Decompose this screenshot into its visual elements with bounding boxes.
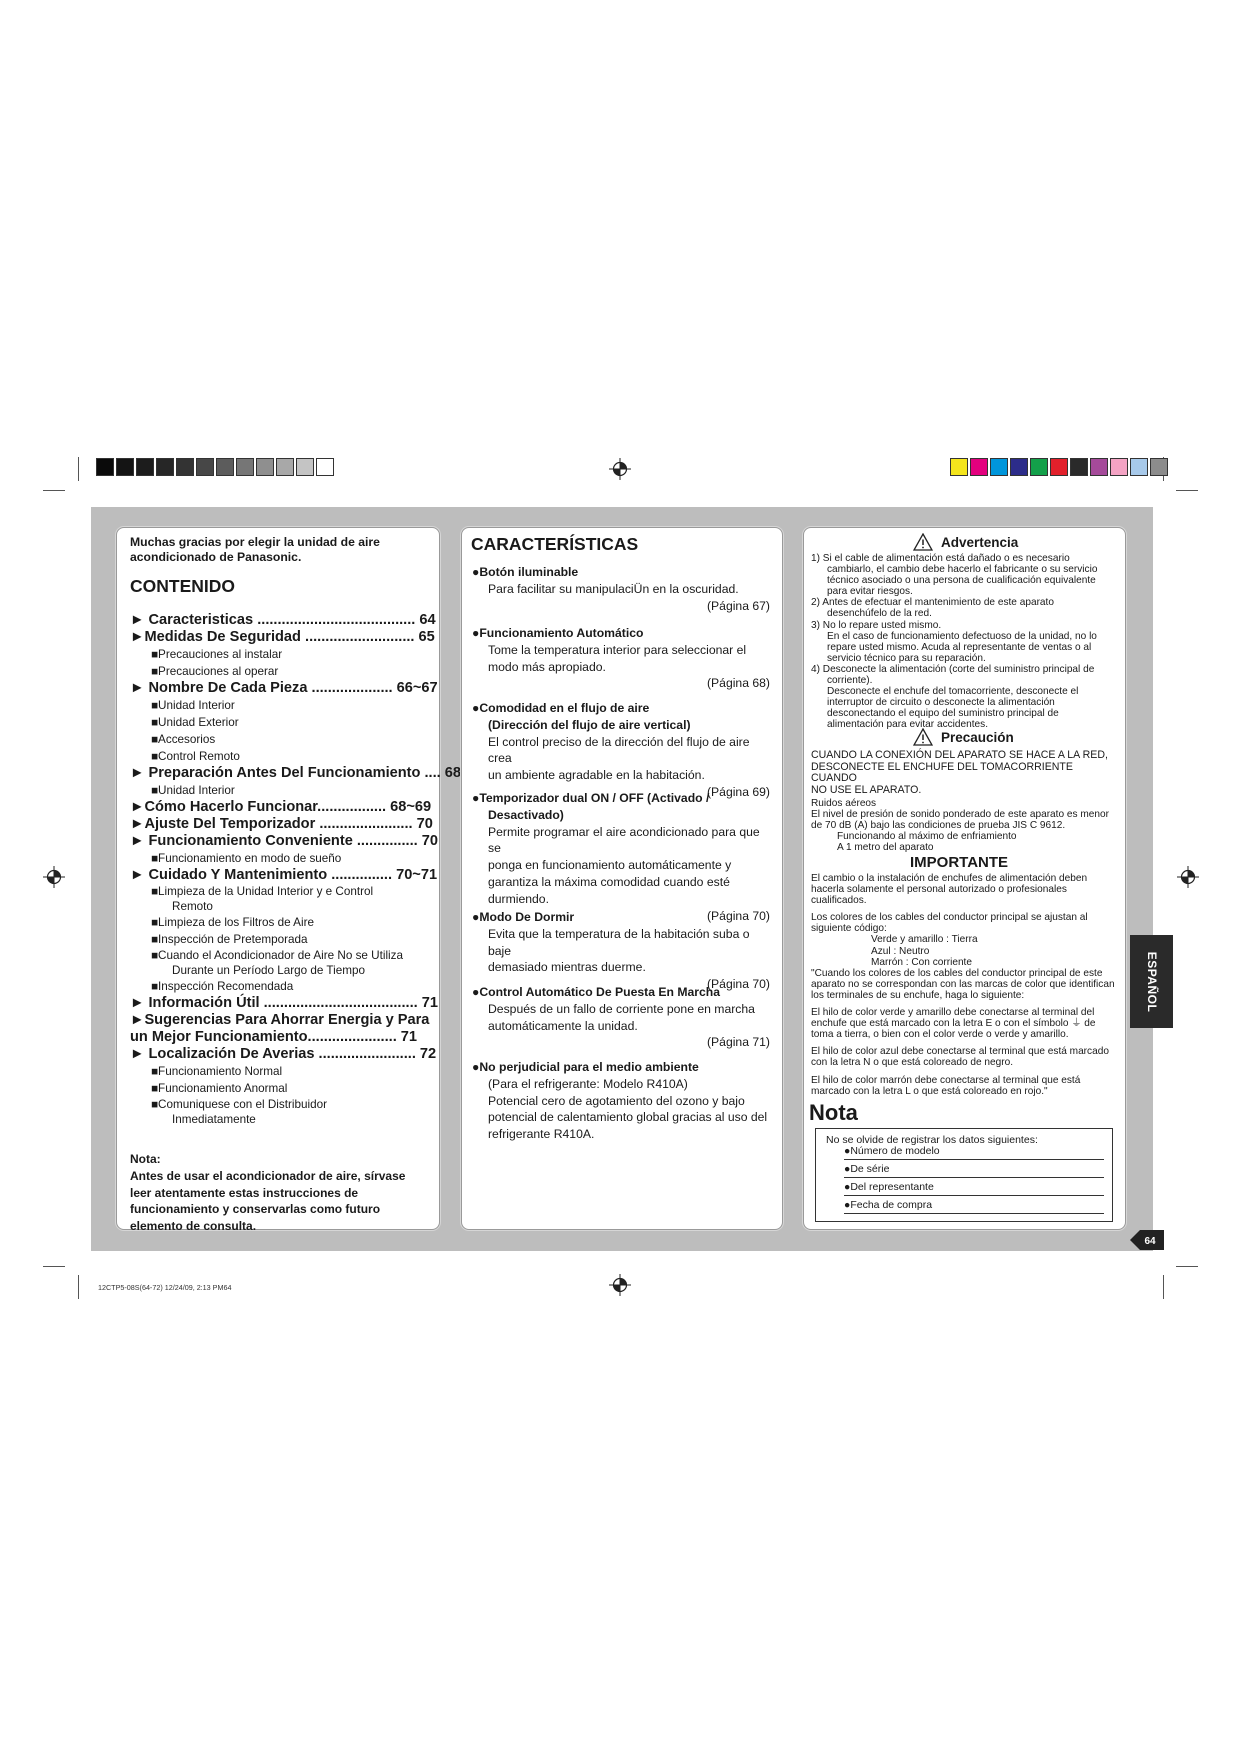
nota-intro: No se olvide de registrar los datos siguientes:: [826, 1134, 1038, 1146]
warning-line: cambiarlo, el cambio debe hacerlo el fabricante o su servicio: [827, 564, 1098, 576]
important-line: enchufe que está marcado con la letra E o con el símbolo ⏚ de: [811, 1018, 1096, 1030]
feature-description: Tome la temperatura interior para seleccionar el: [488, 642, 747, 657]
process-swatch: [1070, 458, 1088, 476]
important-line: "Cuando los colores de los cables del conductor principal de este: [811, 967, 1103, 979]
feature-item: [472, 1059, 772, 1143]
language-tab-label: ESPAÑOL: [1144, 951, 1159, 1012]
nota-title: Nota: [809, 1100, 858, 1125]
toc-subentry: ■Control Remoto: [151, 750, 240, 763]
grayscale-swatch: [216, 458, 234, 476]
page-number: 64: [1144, 1236, 1156, 1247]
registration-mark-top: [609, 458, 631, 480]
toc-entry: ► Cuidado Y Mantenimiento ............... 70~71: [130, 867, 438, 883]
important-line: los terminales de su enchufe, haga lo siguiente:: [811, 989, 1025, 1001]
important-line: Verde y amarillo : Tierra: [871, 934, 978, 946]
warning-line: 2) Antes de efectuar el mantenimiento de este aparato: [811, 597, 1054, 609]
warning-line: alimentación para evitar accidentes.: [827, 719, 989, 731]
features-panel: [461, 527, 783, 1230]
grayscale-swatch: [296, 458, 314, 476]
toc-subentry: ■Precauciones al instalar: [151, 648, 283, 661]
noise-line: Ruidos aéreos: [811, 798, 877, 809]
feature-description: durmiendo.: [488, 891, 549, 906]
feature-heading: ●Funcionamiento Automático: [472, 626, 644, 640]
warning-line: interruptor de circuito o desconecte la alimentación: [827, 697, 1055, 709]
toc-entry: ►Sugerencias Para Ahorrar Energia y Para: [130, 1012, 430, 1028]
warning-line: repare usted mismo. Acuda al representante de ventas o al: [827, 641, 1092, 653]
noise-line: El nivel de presión de sonido ponderado de este aparato es menor: [811, 809, 1109, 821]
caution-triangle-icon: [913, 728, 933, 746]
nota-line-date: ●Fecha de compra: [844, 1199, 1104, 1214]
contents-panel: [116, 527, 461, 1234]
important-line: El hilo de color verde y amarillo debe conectarse al terminal del: [811, 1007, 1095, 1019]
important-line: Azul : Neutro: [871, 945, 930, 957]
process-color-bar: [950, 458, 1170, 476]
toc-entry: ►Medidas De Seguridad ........................... 65: [130, 629, 435, 645]
toc-entry: un Mejor Funcionamiento...................... 71: [130, 1029, 418, 1045]
warning-line: 3) No lo repare usted mismo.: [811, 619, 942, 631]
note-text: Antes de usar el acondicionador de aire, sírvase leer atentamente estas instrucciones de funcionamiento y conservarlas como futuro elemento de consulta.: [130, 1168, 406, 1234]
print-footer: 12CTP5-08S(64-72) 12/24/09, 2:13 PM64: [98, 1283, 232, 1292]
feature-page-ref: (Página 71): [706, 1035, 770, 1050]
warning-line: técnico asociado o una persona de cualificación equivalente: [827, 575, 1096, 587]
toc-subentry: ■Accesorios: [151, 733, 216, 746]
nota-line-serial: ●De série: [844, 1163, 1104, 1178]
process-swatch: [990, 458, 1008, 476]
toc-subentry: Inmediatamente: [172, 1113, 256, 1126]
process-swatch: [1050, 458, 1068, 476]
registration-mark-right: [1177, 866, 1199, 888]
process-swatch: [1150, 458, 1168, 476]
grayscale-swatch: [156, 458, 174, 476]
feature-description: ponga en funcionamiento automáticamente y: [488, 858, 732, 873]
contents-title: CONTENIDO: [130, 576, 235, 596]
registration-mark-bottom: [609, 1274, 631, 1296]
warning-line: Desconecte el enchufe del tomacorriente, desconecte el: [827, 686, 1079, 698]
toc-subentry: ■Cuando el Acondicionador de Aire No se Utiliza: [151, 949, 403, 962]
feature-description: El control preciso de la dirección del flujo de aire crea: [488, 734, 750, 766]
feature-heading: ●Control Automático De Puesta En Marcha: [472, 985, 720, 999]
process-swatch: [1130, 458, 1148, 476]
feature-subheading: Desactivado): [488, 807, 564, 822]
intro-text: Muchas gracias por elegir la unidad de aire acondicionado de Panasonic.: [130, 535, 380, 564]
feature-description: demasiado mientras duerme.: [488, 960, 646, 975]
noise-line: A 1 metro del aparato: [837, 842, 934, 854]
process-swatch: [1030, 458, 1048, 476]
important-line: Marrón : Con corriente: [871, 956, 972, 968]
grayscale-swatch: [176, 458, 194, 476]
feature-page-ref: (Página 68): [706, 676, 770, 691]
warning-line: 4) Desconecte la alimentación (corte del suministro principal de: [811, 663, 1095, 675]
feature-heading: ●Modo De Dormir: [472, 910, 575, 924]
feature-subheading: (Dirección del flujo de aire vertical): [488, 717, 691, 732]
toc-subentry: ■Comuniquese con el Distribuidor: [151, 1098, 327, 1111]
feature-description: refrigerante R410A.: [488, 1127, 595, 1142]
warning-line: En el caso de funcionamiento defectuoso de la unidad, no lo: [827, 630, 1097, 642]
features-title: CARACTERÍSTICAS: [471, 534, 639, 554]
toc-subentry: Durante un Período Largo de Tiempo: [172, 964, 365, 977]
important-line: El cambio o la instalación de enchufes de alimentación deben: [811, 873, 1088, 884]
toc-entry: ► Información Útil ...................................... 71: [130, 995, 438, 1011]
toc-subentry: ■Funcionamiento en modo de sueño: [151, 852, 342, 865]
feature-description: Potencial cero de agotamiento del ozono y bajo: [488, 1093, 745, 1108]
toc-entry: ► Localización De Averias ........................ 72: [130, 1046, 437, 1062]
warning-line: 1) Si el cable de alimentación está dañado o es necesario: [811, 553, 1070, 564]
important-title: IMPORTANTE: [910, 854, 1009, 871]
noise-line: Funcionando al máximo de enfriamiento: [837, 831, 1017, 843]
caution-title: Precaución: [941, 729, 1014, 745]
warning-line: servicio técnico para su reparación.: [827, 652, 986, 664]
feature-item: [472, 625, 772, 692]
toc-subentry: Remoto: [172, 900, 213, 913]
feature-description: Permite programar el aire acondicionado para que se: [488, 824, 760, 856]
noise-text: [811, 798, 1117, 853]
toc-subentry: ■Inspección de Pretemporada: [151, 933, 308, 946]
grayscale-swatch: [276, 458, 294, 476]
warning-line: desenchúfelo de la red.: [827, 608, 932, 620]
process-swatch: [970, 458, 988, 476]
feature-heading: ●Comodidad en el flujo de aire: [472, 701, 650, 715]
toc-entry: ► Caracteristicas ....................................... 64: [130, 612, 436, 628]
feature-description: Después de un fallo de corriente pone en marcha: [488, 1001, 755, 1016]
warning-triangle-icon: [913, 533, 933, 551]
process-swatch: [1010, 458, 1028, 476]
table-of-contents: [130, 612, 461, 1127]
feature-page-ref: (Página 69): [706, 784, 770, 799]
toc-subentry: ■Unidad Interior: [151, 784, 235, 797]
toc-subentry: ■Inspección Recomendada: [151, 980, 294, 993]
warning-heading: [913, 533, 1018, 551]
important-line: Los colores de los cables del conductor principal se ajustan al: [811, 912, 1088, 924]
important-line: El hilo de color azul debe conectarse al terminal que está marcado: [811, 1046, 1109, 1058]
warning-text: [811, 553, 1117, 731]
important-line: con la letra N o que está coloreado de negro.: [811, 1057, 1014, 1069]
page-number-badge: [1130, 1230, 1164, 1250]
feature-page-ref: (Página 70): [706, 977, 770, 992]
feature-heading: ●No perjudicial para el medio ambiente: [472, 1060, 699, 1074]
toc-subentry: ■Unidad Exterior: [151, 716, 239, 729]
warning-line: para evitar riesgos.: [827, 586, 913, 598]
grayscale-swatch: [196, 458, 214, 476]
feature-description: potencial de calentamiento global gracias al uso del: [488, 1110, 768, 1125]
grayscale-swatch: [256, 458, 274, 476]
feature-description: Evita que la temperatura de la habitación suba o baje: [488, 926, 750, 958]
caution-line: CUANDO LA CONEXIÓN DEL APARATO SE HACE A LA RED,: [811, 749, 1108, 761]
important-line: toma a tierra, o bien con el color verde o verde y amarillo.: [811, 1029, 1069, 1041]
feature-description: un ambiente agradable en la habitación.: [488, 768, 705, 783]
toc-entry: ► Nombre De Cada Pieza .................... 66~67: [130, 680, 438, 696]
caution-line: DESCONECTE EL ENCHUFE DEL TOMACORRIENTE CUANDO: [811, 760, 1073, 784]
process-swatch: [950, 458, 968, 476]
toc-entry: ► Funcionamiento Conveniente ............... 70: [130, 833, 438, 849]
warning-title: Advertencia: [941, 534, 1019, 550]
warning-line: desconectando el equipo del suministro principal de: [827, 708, 1059, 720]
feature-item: [472, 564, 772, 614]
important-text: [811, 873, 1117, 1097]
feature-description: (Para el refrigerante: Modelo R410A): [488, 1076, 688, 1091]
nota-line-dealer: ●Del representante: [844, 1181, 1104, 1196]
grayscale-color-bar: [96, 458, 336, 476]
feature-item: [472, 984, 772, 1051]
caution-line: NO USE EL APARATO.: [811, 783, 922, 796]
important-line: El hilo de color marrón debe conectarse al terminal que está: [811, 1074, 1081, 1086]
registration-mark-left: [43, 866, 65, 888]
toc-subentry: ■Unidad Interior: [151, 699, 235, 712]
grayscale-swatch: [96, 458, 114, 476]
feature-page-ref: (Página 70): [706, 908, 770, 923]
caution-text: [811, 750, 1117, 796]
feature-description: garantiza la máxima comodidad cuando esté: [488, 874, 730, 889]
grayscale-swatch: [136, 458, 154, 476]
feature-item: [472, 700, 772, 801]
feature-item: [472, 909, 772, 993]
language-tab: [1130, 935, 1173, 1028]
toc-entry: ►Cómo Hacerlo Funcionar................. 68~69: [130, 799, 432, 815]
important-line: aparato no se correspondan con las marcas de color que identifican: [811, 978, 1115, 990]
important-line: cualificados.: [811, 895, 867, 907]
feature-description: Para facilitar su manipulaciÜn en la oscuridad.: [488, 581, 739, 596]
note-block: [130, 1151, 430, 1235]
grayscale-swatch: [116, 458, 134, 476]
warning-line: corriente).: [827, 675, 873, 687]
feature-page-ref: (Página 67): [706, 598, 770, 613]
nota-record-box: [815, 1128, 1113, 1222]
important-line: siguiente código:: [811, 923, 887, 935]
process-swatch: [1090, 458, 1108, 476]
toc-entry: ►Ajuste Del Temporizador ....................... 70: [130, 816, 433, 832]
toc-subentry: ■Limpieza de la Unidad Interior y e Control: [151, 885, 374, 898]
toc-subentry: ■Precauciones al operar: [151, 665, 279, 678]
noise-line: de 70 dB (A) bajo las condiciones de prueba JIS C 9612.: [811, 820, 1066, 832]
note-label: Nota:: [130, 1152, 161, 1166]
feature-heading: ●Botón iluminable: [472, 565, 579, 579]
safety-panel: [803, 527, 1126, 1230]
feature-description: automáticamente la unidad.: [488, 1018, 638, 1033]
process-swatch: [1110, 458, 1128, 476]
grayscale-swatch: [316, 458, 334, 476]
grayscale-swatch: [236, 458, 254, 476]
toc-subentry: ■Funcionamiento Anormal: [151, 1082, 288, 1095]
nota-line-model: ●Número de modelo: [844, 1145, 1104, 1160]
important-line: hacerla solamente el personal autorizado o profesionales: [811, 884, 1067, 896]
feature-heading: ●Temporizador dual ON / OFF (Activado /: [472, 791, 710, 805]
feature-item: [472, 790, 772, 924]
important-line: marcado con la letra L o que está coloreado en rojo.": [811, 1085, 1048, 1097]
feature-description: modo más apropiado.: [488, 659, 606, 674]
toc-subentry: ■Funcionamiento Normal: [151, 1065, 283, 1078]
toc-subentry: ■Limpieza de los Filtros de Aire: [151, 916, 314, 929]
toc-entry: ► Preparación Antes Del Funcionamiento .... 68: [130, 765, 461, 781]
caution-heading: [913, 728, 1014, 746]
